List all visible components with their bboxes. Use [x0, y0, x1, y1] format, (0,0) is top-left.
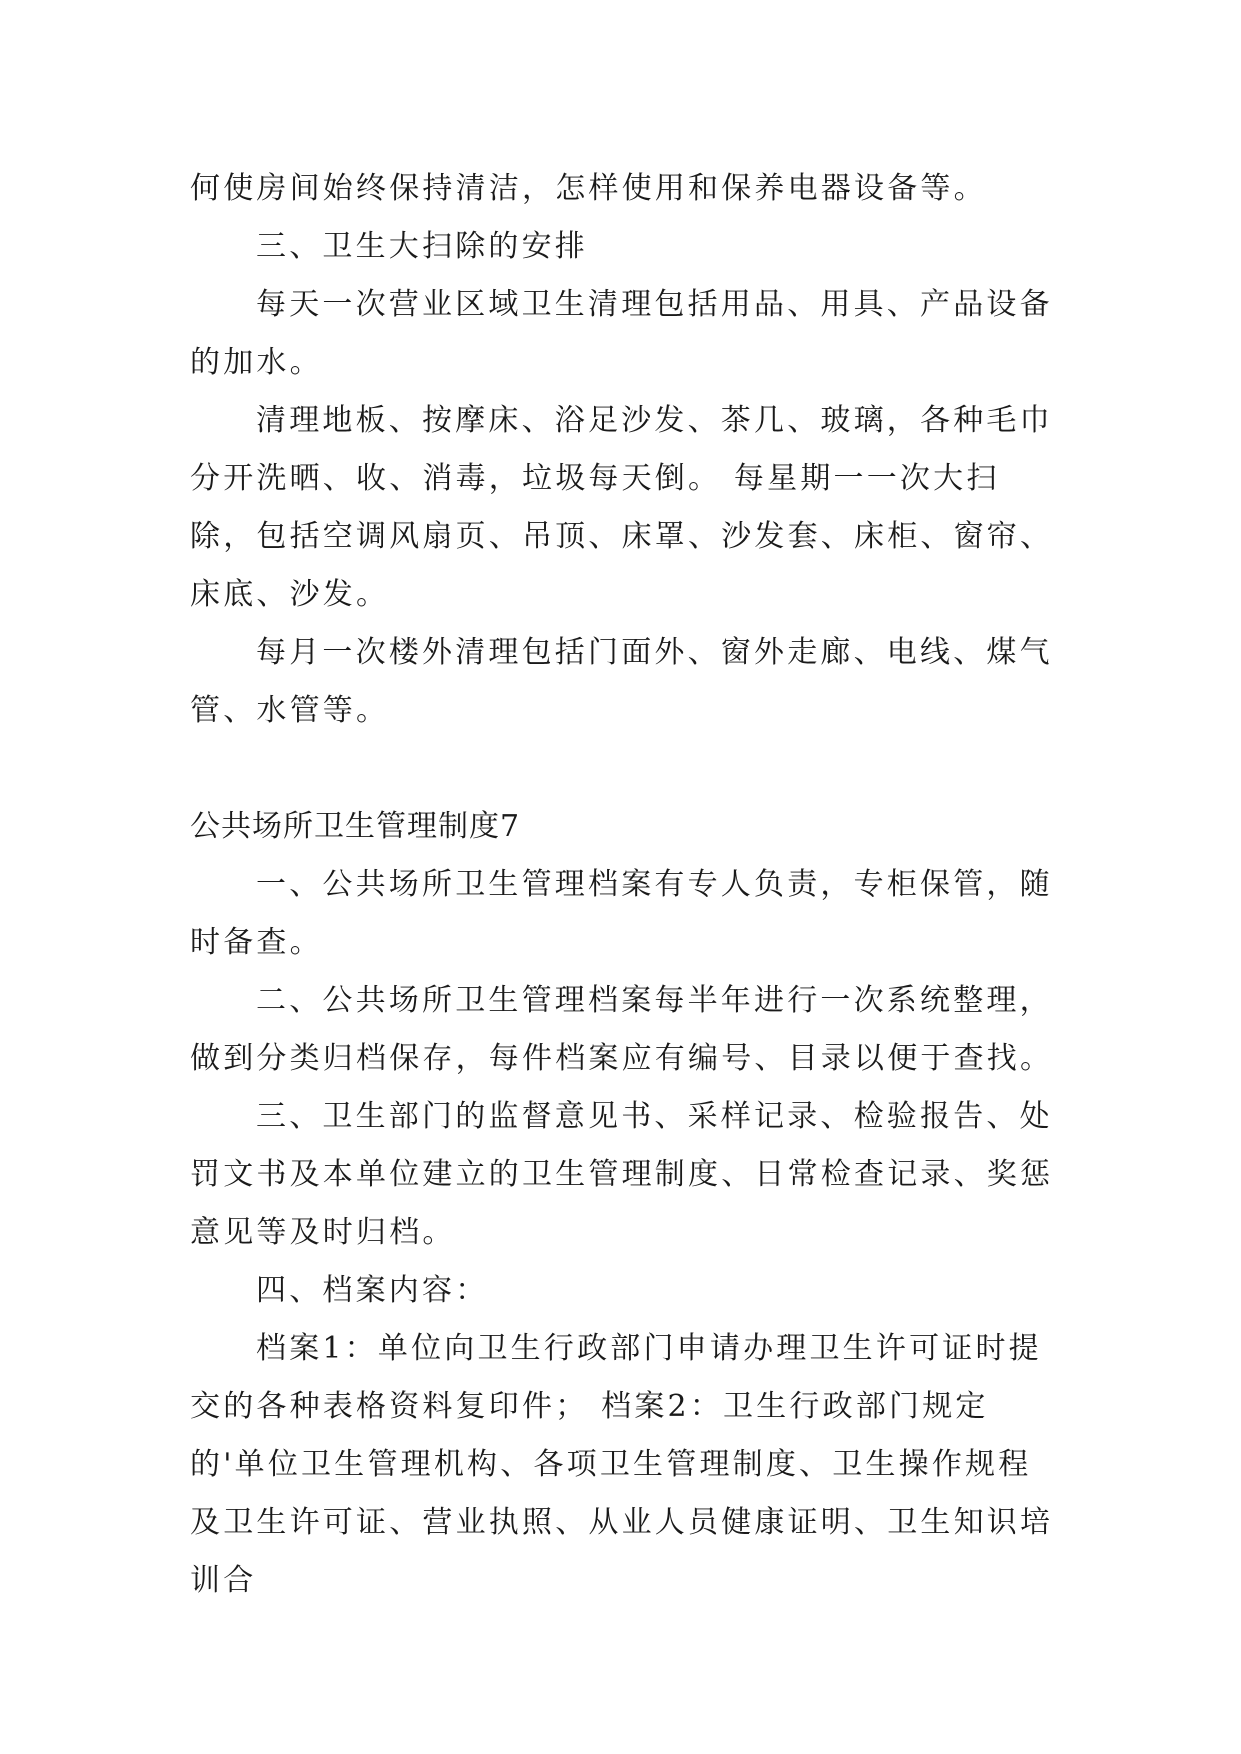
paragraph-archive-item-2: 二、公共场所卫生管理档案每半年进行一次系统整理，做到分类归档保存，每件档案应有编号、目录以便于查找。: [190, 983, 1054, 1076]
subheading-cleaning-schedule: 三、卫生大扫除的安排: [256, 229, 588, 264]
paragraph-archive-contents: 档案1：单位向卫生行政部门申请办理卫生许可证时提交的各种表格资料复印件； 档案2：卫生行政部门规定的'单位卫生管理机构、各项卫生管理制度、卫生操作规程及卫生许可证、营业执照、从业人员健康证明、卫生知识培训合: [190, 1331, 1054, 1598]
paragraph-archive-item-3: 三、卫生部门的监督意见书、采样记录、检验报告、处罚文书及本单位建立的卫生管理制度、日常检查记录、奖惩意见等及时归档。: [190, 1099, 1054, 1250]
paragraph-daily-cleaning: 每天一次营业区域卫生清理包括用品、用具、产品设备的加水。: [190, 287, 1053, 380]
paragraph-continuation: 何使房间始终保持清洁，怎样使用和保养电器设备等。: [190, 171, 987, 206]
paragraph-archive-item-1: 一、公共场所卫生管理档案有专人负责，专柜保管，随时备查。: [190, 867, 1053, 960]
section-title: 公共场所卫生管理制度7: [190, 809, 521, 844]
paragraph-weekly-cleaning: 清理地板、按摩床、浴足沙发、茶几、玻璃，各种毛巾分开洗晒、收、消毒，垃圾每天倒。 每星期一一次大扫除，包括空调风扇页、吊顶、床罩、沙发套、床柜、窗帘、床底、沙发。: [190, 403, 1054, 612]
document-body: [190, 160, 1060, 1610]
paragraph-archive-item-4: 四、档案内容：: [256, 1273, 489, 1308]
paragraph-monthly-cleaning: 每月一次楼外清理包括门面外、窗外走廊、电线、煤气管、水管等。: [190, 635, 1053, 728]
